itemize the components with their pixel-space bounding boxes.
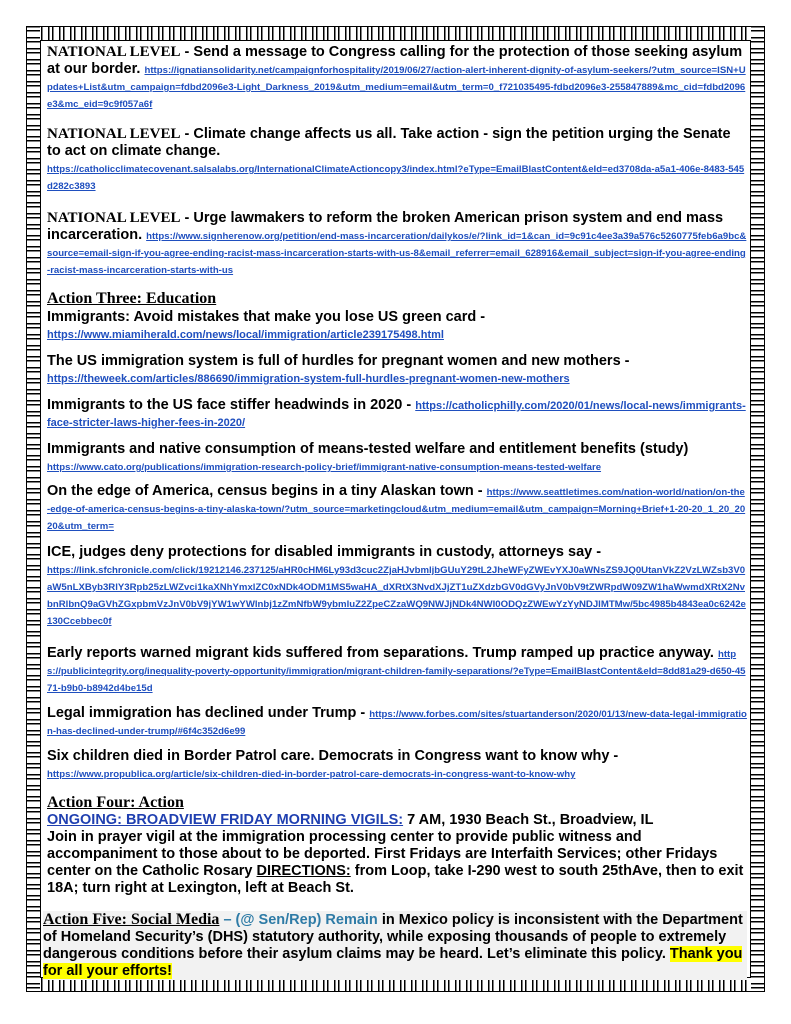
national-item-text: Climate change affects us all. Take action - sign the petition urging the Senate to act on climate change. [47, 126, 731, 159]
education-item-link[interactable]: https://www.forbes.com/sites/stuartanderson/2020/01/13/new-data-legal-immigration-has-declined-under-trump/#6f4c352d6e99 [47, 709, 747, 737]
education-item-8 [47, 705, 747, 739]
education-item-7 [47, 645, 747, 696]
section-heading-education: Action Three: Education [47, 290, 217, 307]
education-item-link[interactable]: https://www.propublica.org/article/six-children-died-in-border-patrol-care-democrats-in-congress-want-to-know-why [47, 769, 576, 780]
education-item-link[interactable]: https://publicintegrity.org/inequality-poverty-opportunity/immigration/migrant-children-family-separations/?eType=EmailBlastContent&eId=8dd81a29-d650-4571-b9b0-b8942d4be15d [47, 649, 746, 694]
education-item-5 [47, 483, 747, 534]
education-item-title: Six children died in Border Patrol care. Democrats in Congress want to know why - [47, 748, 619, 764]
national-level-label: NATIONAL LEVEL [47, 210, 181, 226]
education-item-title: Early reports warned migrant kids suffered from separations. Trump ramped up practice anyway. [47, 645, 718, 661]
page-content [43, 44, 747, 980]
vigil-when: 7 AM, 1930 Beach St., Broadview, IL [403, 812, 654, 828]
vigil-paragraph [47, 812, 747, 897]
education-item-3 [47, 397, 747, 431]
education-item-title: Legal immigration has declined under Trump - [47, 705, 370, 721]
social-handle: (@ Sen/Rep) Remain [235, 912, 378, 928]
education-item-title: On the edge of America, census begins in a tiny Alaskan town - [47, 483, 487, 499]
national-item-text: Urge lawmakers to reform the broken American prison system and end mass incarceration. [47, 210, 724, 243]
social-media-paragraph [43, 911, 747, 980]
section-heading-action: Action Four: Action [47, 794, 184, 811]
education-item-6 [47, 544, 747, 629]
thanks-highlight: Thank you for all your efforts! [43, 946, 743, 979]
education-item-2 [47, 353, 747, 387]
education-item-4 [47, 441, 747, 475]
dash: – [219, 912, 236, 928]
education-item-title: Immigrants and native consumption of means-tested welfare and entitlement benefits (study) [47, 441, 689, 457]
section-heading-social: Action Five: Social Media [43, 911, 220, 928]
education-item-title: Immigrants: Avoid mistakes that make you lose US green card - [47, 309, 486, 325]
directions-text: from Loop, take I-290 west to south 25thAve, then to exit 18A; turn right at Lexington, left at Beach St. [47, 863, 744, 896]
national-item-text: Send a message to Congress calling for the protection of those seeking asylum at our border. [47, 44, 743, 77]
separator: - [180, 44, 194, 60]
directions-label: DIRECTIONS: [256, 863, 351, 879]
education-item-link[interactable]: https://www.miamiherald.com/news/local/immigration/article239175498.html [47, 329, 444, 341]
education-item-link[interactable]: https://theweek.com/articles/886690/immigration-system-full-hurdles-pregnant-women-new-mothers [47, 373, 570, 385]
national-item-2 [47, 126, 747, 194]
education-item-9 [47, 748, 747, 782]
separator: - [180, 126, 194, 142]
education-item-title: Immigrants to the US face stiffer headwinds in 2020 - [47, 397, 416, 413]
national-level-label: NATIONAL LEVEL [47, 126, 181, 142]
education-item-link[interactable]: https://www.cato.org/publications/immigration-research-policy-brief/immigrant-native-consumption-means-tested-welfare [47, 462, 602, 473]
education-item-title: ICE, judges deny protections for disabled immigrants in custody, attorneys say - [47, 544, 602, 560]
national-item-3 [47, 210, 747, 278]
education-item-link[interactable]: https://catholicphilly.com/2020/01/news/local-news/immigrants-face-stricter-laws-higher-fees-in-2020/ [47, 400, 746, 429]
separator: - [180, 210, 194, 226]
social-body: in Mexico policy is inconsistent with the Department of Homeland Security’s (DHS) statutory authority, while exposing thousands of people to extremely dangerous conditions before their asylum claims may be heard. Let’s eliminate this policy. [43, 912, 743, 962]
national-item-link[interactable]: https://catholicclimatecovenant.salsalabs.org/InternationalClimateActioncopy3/index.html?eType=EmailBlastContent&eId=ed3708da-a5a1-406e-8483-545d282c3893 [47, 164, 745, 192]
education-item-title: The US immigration system is full of hurdles for pregnant women and new mothers - [47, 353, 630, 369]
national-level-label: NATIONAL LEVEL [47, 44, 181, 60]
education-item-link[interactable]: https://link.sfchronicle.com/click/19212146.237125/aHR0cHM6Ly93d3cuc2ZjaHJvbmljbGUuY29tL2JheWFyZWEvYXJ0aWNsZS9JQ0UtanVkZ2VzLWZsb3V0aW5nLXByb3RlY3Rpb25zLWZvci1kaXNhYmxlZC0xNDk4ODM1MS5waHA_dXRtX3NvdXJjZT1uZXdzbGV0dGVyJnV0bV9tZWRpdW09ZW1haWwmdXRtX2NvbnRlbnQ9aGVhZGxpbmVzJnV0bV9jYW1wYWlnbj1zZmNfbW9ybmluZ2ZpeCZzaWQ9NWJjNDk4NWI0ODQzZWEwYzYyNDJlMTMw/5bc4985b4843ea0c6242e130Ccebbec0f [47, 565, 746, 627]
education-item-link[interactable]: https://www.seattletimes.com/nation-world/nation/on-the-edge-of-america-census-begins-a-tiny-alaska-town/?utm_source=marketingcloud&utm_medium=email&utm_campaign=Morning+Brief+1-20-20_1_20_2020&utm_term= [47, 487, 746, 532]
national-item-link[interactable]: https://www.signherenow.org/petition/end-mass-incarceration/dailykos/e/?link_id=1&can_id=9c91c4ee3a39a576c5260775feb6a9bc&source=email-sign-if-you-agree-ending-racist-mass-incarceration-starts-with-us-8&email_referrer=email_628916&email_subject=sign-if-you-agree-ending-racist-mass-incarceration-starts-with-us [47, 231, 747, 276]
national-item-1 [47, 44, 747, 112]
education-item-1 [47, 309, 747, 343]
national-item-link[interactable]: https://ignatiansolidarity.net/campaignforhospitality/2019/06/27/action-alert-inherent-dignity-of-asylum-seekers/?utm_source=ISN+Updates+List&utm_campaign=fdbd2096e3-Light_Darkness_2019&utm_medium=email&utm_term=0_f721035495-fdbd2096e3-255847889&mc_cid=fdbd2096e3&mc_eid=9c9f057a6f [47, 65, 746, 110]
vigil-link[interactable]: ONGOING: BROADVIEW FRIDAY MORNING VIGILS: [47, 812, 404, 828]
vigil-body: Join in prayer vigil at the immigration processing center to provide public witness and accompaniment to those about to be deported. First Fridays are Interfaith Services; other Fridays center on the Catholic Rosary [47, 829, 718, 879]
